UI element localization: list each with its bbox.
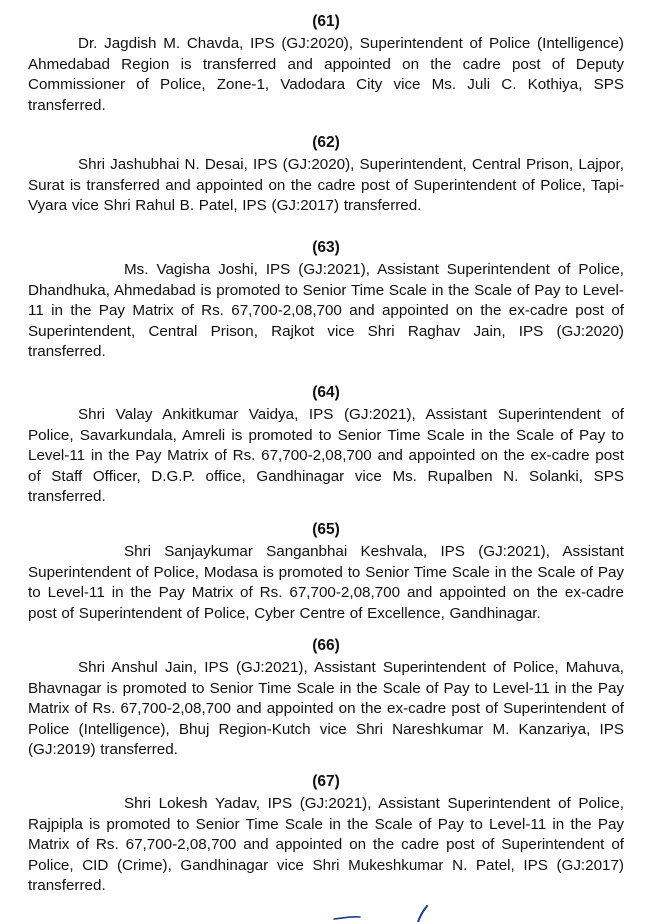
order-entry-67 xyxy=(28,772,624,897)
order-entry-65 xyxy=(28,520,624,624)
order-entry-61 xyxy=(28,12,624,116)
entry-number: (65) xyxy=(312,521,340,538)
entry-text: Shri Sanjaykumar Sanganbhai Keshvala, IPS (GJ:2021), Assistant Superintendent of Police, Modasa is promoted to Senior Time Scale in the Scale of Pay to Level-11 in the Pay Matrix of Rs. 67,700-2,08,700 and appointed on the ex-cadre post of Superintendent of Police, Cyber Centre of Excellence, Gandhinagar. xyxy=(28,543,624,622)
entry-number: (62) xyxy=(312,134,340,151)
entry-text: Shri Lokesh Yadav, IPS (GJ:2021), Assistant Superintendent of Police, Rajpipla is promoted to Senior Time Scale in the Scale of Pay to Level-11 in the Pay Matrix of Rs. 67,700-2,08,700 and appointed on the cadre post of Superintendent of Police, CID (Crime), Gandhinagar vice Shri Mukeshkumar N. Patel, IPS (GJ:2017) transferred. xyxy=(28,795,624,894)
entry-text: Dr. Jagdish M. Chavda, IPS (GJ:2020), Superintendent of Police (Intelligence) Ahmedabad Region is transferred and appointed on the cadre post of Deputy Commissioner of Police, Zone-1, Vadodara City vice Ms. Juli C. Kothiya, SPS transferred. xyxy=(28,35,624,114)
entry-number: (67) xyxy=(312,773,340,790)
entry-number: (66) xyxy=(312,637,340,654)
entry-text: Shri Anshul Jain, IPS (GJ:2021), Assistant Superintendent of Police, Mahuva, Bhavnagar is promoted to Senior Time Scale in the Scale of Pay to Level-11 in the Pay Matrix of Rs. 67,700-2,08,700 and appointed on the ex-cadre post of Superintendent of Police (Intelligence), Bhuj Region-Kutch vice Shri Nareshkumar M. Kanzariya, IPS (GJ:2019) transferred. xyxy=(28,659,624,758)
entry-number: (63) xyxy=(312,239,340,256)
order-entry-63 xyxy=(28,238,624,363)
entry-number: (61) xyxy=(312,13,340,30)
entry-text: Ms. Vagisha Joshi, IPS (GJ:2021), Assistant Superintendent of Police, Dhandhuka, Ahmedabad is promoted to Senior Time Scale in the Scale of Pay to Level-11 in the Pay Matrix of Rs. 67,700-2,08,700 and appointed on the ex-cadre post of Superintendent, Central Prison, Rajkot vice Shri Raghav Jain, IPS (GJ:2020) transferred. xyxy=(28,261,624,360)
order-entry-62 xyxy=(28,133,624,217)
signature-mark xyxy=(330,905,450,922)
order-entry-66 xyxy=(28,636,624,761)
entry-text: Shri Valay Ankitkumar Vaidya, IPS (GJ:2021), Assistant Superintendent of Police, Savarkundala, Amreli is promoted to Senior Time Scale in the Scale of Pay to Level-11 in the Pay Matrix of Rs. 67,700-2,08,700 and appointed on the ex-cadre post of Staff Officer, D.G.P. office, Gandhinagar vice Ms. Rupalben N. Solanki, SPS transferred. xyxy=(28,406,624,505)
order-entry-64 xyxy=(28,383,624,508)
entry-text: Shri Jashubhai N. Desai, IPS (GJ:2020), Superintendent, Central Prison, Lajpor, Surat is transferred and appointed on the cadre post of Superintendent of Police, Tapi-Vyara vice Shri Rahul B. Patel, IPS (GJ:2017) transferred. xyxy=(28,156,624,214)
entry-number: (64) xyxy=(312,384,340,401)
